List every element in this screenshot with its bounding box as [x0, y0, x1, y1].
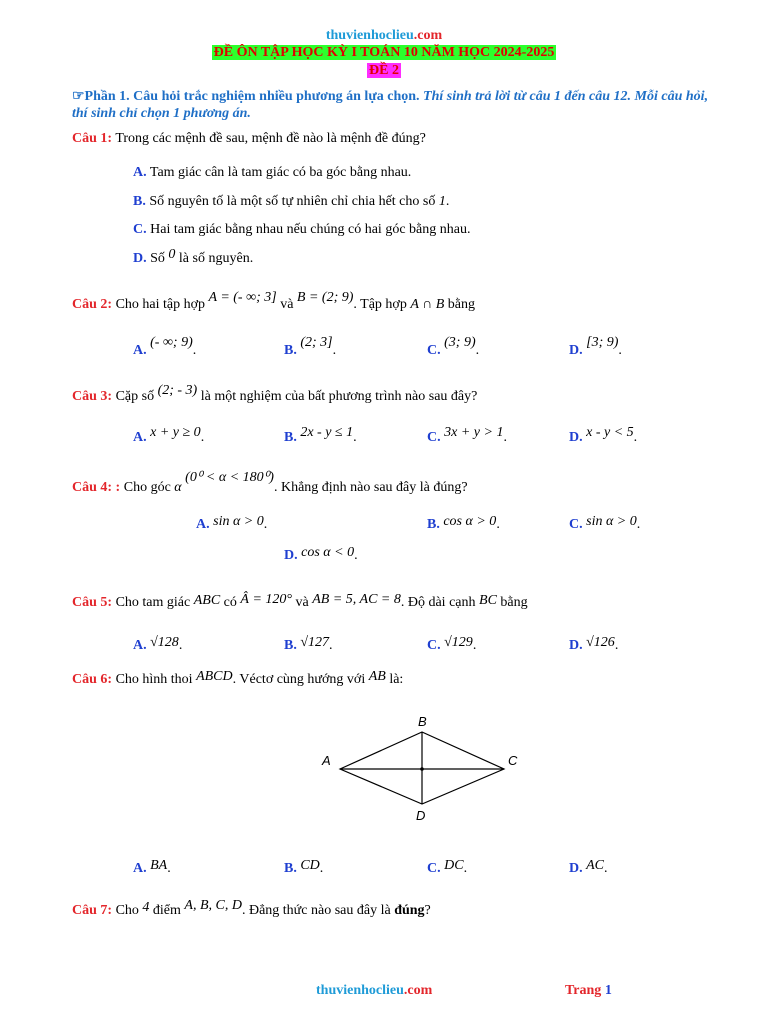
q3-option-b[interactable]: B. 2x - y ≤ 1.: [284, 425, 357, 445]
option-letter: C.: [133, 222, 147, 237]
question-text: Cặp số: [115, 389, 155, 404]
question-text-post: là một nghiệm của bất phương trình nào sau đây?: [200, 389, 478, 404]
q6-option-b[interactable]: B. CD.: [284, 858, 324, 876]
shape-name: ABCD: [196, 669, 233, 684]
q5-option-a[interactable]: A. √128.: [133, 635, 183, 653]
q4-option-a[interactable]: A. sin α > 0.: [196, 514, 268, 532]
option-letter: D.: [133, 251, 147, 266]
exam-subtitle-row: [0, 63, 768, 79]
q2-option-d[interactable]: D. [3; 9).: [569, 335, 622, 358]
option-text-post: là số nguyên.: [178, 251, 254, 266]
option-text: Hai tam giác bằng nhau nếu chúng có hai góc bằng nhau.: [150, 222, 471, 237]
number-pair: (2; - 3): [157, 383, 198, 398]
q2-option-b[interactable]: B. (2; 3].: [284, 335, 337, 358]
option-letter: A.: [133, 343, 147, 358]
option-text: Số: [150, 251, 165, 266]
q5-option-c[interactable]: C. √129.: [427, 635, 477, 653]
option-math: (- ∞; 9): [150, 335, 193, 350]
exam-title-row: [0, 45, 768, 61]
option-letter: A.: [133, 165, 147, 180]
option-math: (2; 3]: [300, 335, 333, 350]
option-text: Tam giác cân là tam giác có ba góc bằng nhau.: [149, 165, 412, 180]
page-num: 1: [604, 983, 612, 998]
q1-option-a[interactable]: [133, 165, 411, 181]
question-text-post: bằng: [500, 595, 528, 610]
side-lengths: AB = 5, AC = 8: [312, 592, 401, 607]
question-label: Câu 3:: [72, 389, 113, 404]
question-label: Câu 7:: [72, 903, 113, 918]
question-label: Câu 2:: [72, 297, 113, 312]
option-math: CD: [300, 858, 320, 873]
point-names: A, B, C, D: [184, 898, 242, 913]
set-b: B = (2; 9): [296, 290, 354, 305]
option-letter: D.: [569, 343, 583, 358]
q1-option-c[interactable]: [133, 222, 470, 238]
option-math: sin α > 0: [586, 514, 637, 529]
question-label: Câu 6:: [72, 672, 113, 687]
option-letter: C.: [427, 343, 441, 358]
question-text-post: là:: [389, 672, 404, 687]
question-text: Cho góc: [123, 480, 171, 495]
point-count: 4: [142, 900, 150, 915]
vertex-label-b: B: [418, 714, 427, 729]
q4-option-d[interactable]: D. cos α < 0.: [284, 545, 358, 563]
option-letter: B.: [284, 638, 297, 653]
q3-option-c[interactable]: C. 3x + y > 1.: [427, 425, 507, 445]
option-letter: A.: [196, 517, 210, 532]
question-text: Trong các mệnh đề sau, mệnh đề nào là mệnh đề đúng?: [115, 131, 426, 146]
page-label: Trang: [565, 983, 602, 998]
option-letter: C.: [427, 861, 441, 876]
option-math: AC: [586, 858, 605, 873]
triangle-name: ABC: [193, 593, 221, 608]
question-text: Cho hình thoi: [115, 672, 193, 687]
option-letter: B.: [284, 861, 297, 876]
question-4: [72, 470, 468, 496]
question-7: [72, 898, 431, 919]
option-letter: B.: [284, 343, 297, 358]
rhombus-figure: [310, 708, 540, 828]
part1-note: Thí sinh trả lời từ câu 1 đến câu 12. Mỗi câu hỏi,: [423, 89, 709, 104]
option-text: Số nguyên tố là một số tự nhiên chỉ chia hết cho số: [149, 194, 436, 209]
option-math: 1: [438, 194, 446, 209]
center-point: [420, 767, 424, 771]
option-math: √126: [586, 635, 615, 650]
exam-subtitle: ĐỀ 2: [369, 63, 399, 78]
option-letter: C.: [427, 430, 441, 445]
question-1: [72, 131, 426, 147]
part1-heading: [72, 88, 722, 122]
option-letter: D.: [569, 638, 583, 653]
option-math: cos α > 0: [443, 514, 497, 529]
option-letter: C.: [427, 638, 441, 653]
angle-condition: (0⁰ < α < 180⁰): [185, 470, 274, 485]
question-text: Cho hai tập hợp: [115, 297, 206, 312]
site-tld: .com: [413, 28, 443, 43]
q6-option-c[interactable]: C. DC.: [427, 858, 468, 876]
part1-lead: ☞Phần 1. Câu hỏi trắc nghiệm nhiều phương án lựa chọn.: [72, 89, 420, 104]
question-2: [72, 290, 476, 313]
option-math: x + y ≥ 0: [150, 425, 201, 440]
angle-value: Â = 120°: [240, 592, 292, 607]
q5-option-d[interactable]: D. √126.: [569, 635, 619, 653]
question-5: [72, 592, 528, 611]
option-math: sin α > 0: [213, 514, 264, 529]
vertex-label-a: A: [322, 753, 331, 768]
option-math: 0: [168, 247, 176, 262]
option-math: 3x + y > 1: [444, 425, 504, 440]
option-letter: B.: [133, 194, 146, 209]
option-letter: A.: [133, 861, 147, 876]
option-math: √129: [444, 635, 473, 650]
angle-symbol: α: [174, 480, 182, 495]
q6-option-d[interactable]: D. AC.: [569, 858, 608, 876]
option-math: cos α < 0: [301, 545, 355, 560]
option-letter: B.: [427, 517, 440, 532]
footer-site-tld: .com: [403, 983, 433, 998]
option-letter: A.: [133, 638, 147, 653]
question-text-co: có: [223, 595, 237, 610]
footer-site: [316, 983, 432, 999]
question-text-mid: . Độ dài cạnh: [400, 595, 476, 610]
option-letter: B.: [284, 430, 297, 445]
q5-option-b[interactable]: B. √127.: [284, 635, 333, 653]
question-text: Cho: [115, 903, 139, 918]
emphasis-word: đúng: [394, 903, 425, 918]
option-math: DC: [444, 858, 464, 873]
question-text: Cho tam giác: [115, 595, 191, 610]
option-letter: D.: [284, 548, 298, 563]
exam-title: ĐỀ ÔN TẬP HỌC KỲ I TOÁN 10 NĂM HỌC 2024-2025: [213, 45, 555, 60]
site-header: [0, 28, 768, 44]
option-math: √127: [300, 635, 330, 650]
q3-option-d[interactable]: D. x - y < 5.: [569, 425, 638, 445]
option-math: x - y < 5: [586, 425, 634, 440]
option-letter: C.: [569, 517, 583, 532]
option-letter: D.: [569, 430, 583, 445]
set-expression: A ∩ B: [410, 297, 445, 312]
option-math: BA: [150, 858, 168, 873]
q6-option-a[interactable]: A. BA.: [133, 858, 171, 876]
footer-site-name: thuvienhoclieu: [316, 983, 404, 998]
q3-option-a[interactable]: A. x + y ≥ 0.: [133, 425, 205, 445]
q4-option-b[interactable]: B. cos α > 0.: [427, 514, 500, 532]
vertex-label-d: D: [416, 808, 426, 823]
question-text-mid: . Tập hợp: [353, 297, 407, 312]
question-label: Câu 4: :: [72, 480, 121, 495]
site-name: thuvienhoclieu: [325, 28, 414, 43]
option-math: √128: [150, 635, 179, 650]
option-math: 2x - y ≤ 1: [300, 425, 354, 440]
question-label: Câu 1:: [72, 131, 113, 146]
question-6: [72, 669, 404, 688]
question-text-post: . Khẳng định nào sau đây là đúng?: [273, 480, 468, 495]
conjunction: và: [280, 297, 294, 312]
q2-option-c[interactable]: C. (3; 9).: [427, 335, 480, 358]
option-math: [3; 9): [586, 335, 619, 350]
page-number: [565, 983, 612, 999]
vector-name: AB: [368, 669, 386, 684]
option-letter: D.: [569, 861, 583, 876]
conjunction: và: [295, 595, 309, 610]
q1-option-b[interactable]: B. Số nguyên tố là một số tự nhiên chỉ chia hết cho số 1.: [133, 194, 450, 209]
side-name: BC: [479, 593, 497, 608]
question-mark: ?: [424, 903, 431, 918]
option-letter: A.: [133, 430, 147, 445]
question-text-mid: . Véctơ cùng hướng với: [232, 672, 366, 687]
set-a: A = (- ∞; 3]: [208, 290, 277, 305]
question-text-post: bằng: [447, 297, 476, 312]
question-text-mid: điểm: [152, 903, 181, 918]
q4-option-c[interactable]: C. sin α > 0.: [569, 514, 641, 532]
q2-option-a[interactable]: A. (- ∞; 9).: [133, 335, 197, 358]
question-label: Câu 5:: [72, 595, 113, 610]
option-math: (3; 9): [444, 335, 476, 350]
part1-note2: thí sinh chỉ chọn 1 phương án.: [72, 106, 251, 121]
question-3: [72, 383, 478, 405]
vertex-label-c: C: [508, 753, 518, 768]
question-text-post: . Đẳng thức nào sau đây là: [241, 903, 391, 918]
q1-option-d[interactable]: [133, 247, 254, 267]
